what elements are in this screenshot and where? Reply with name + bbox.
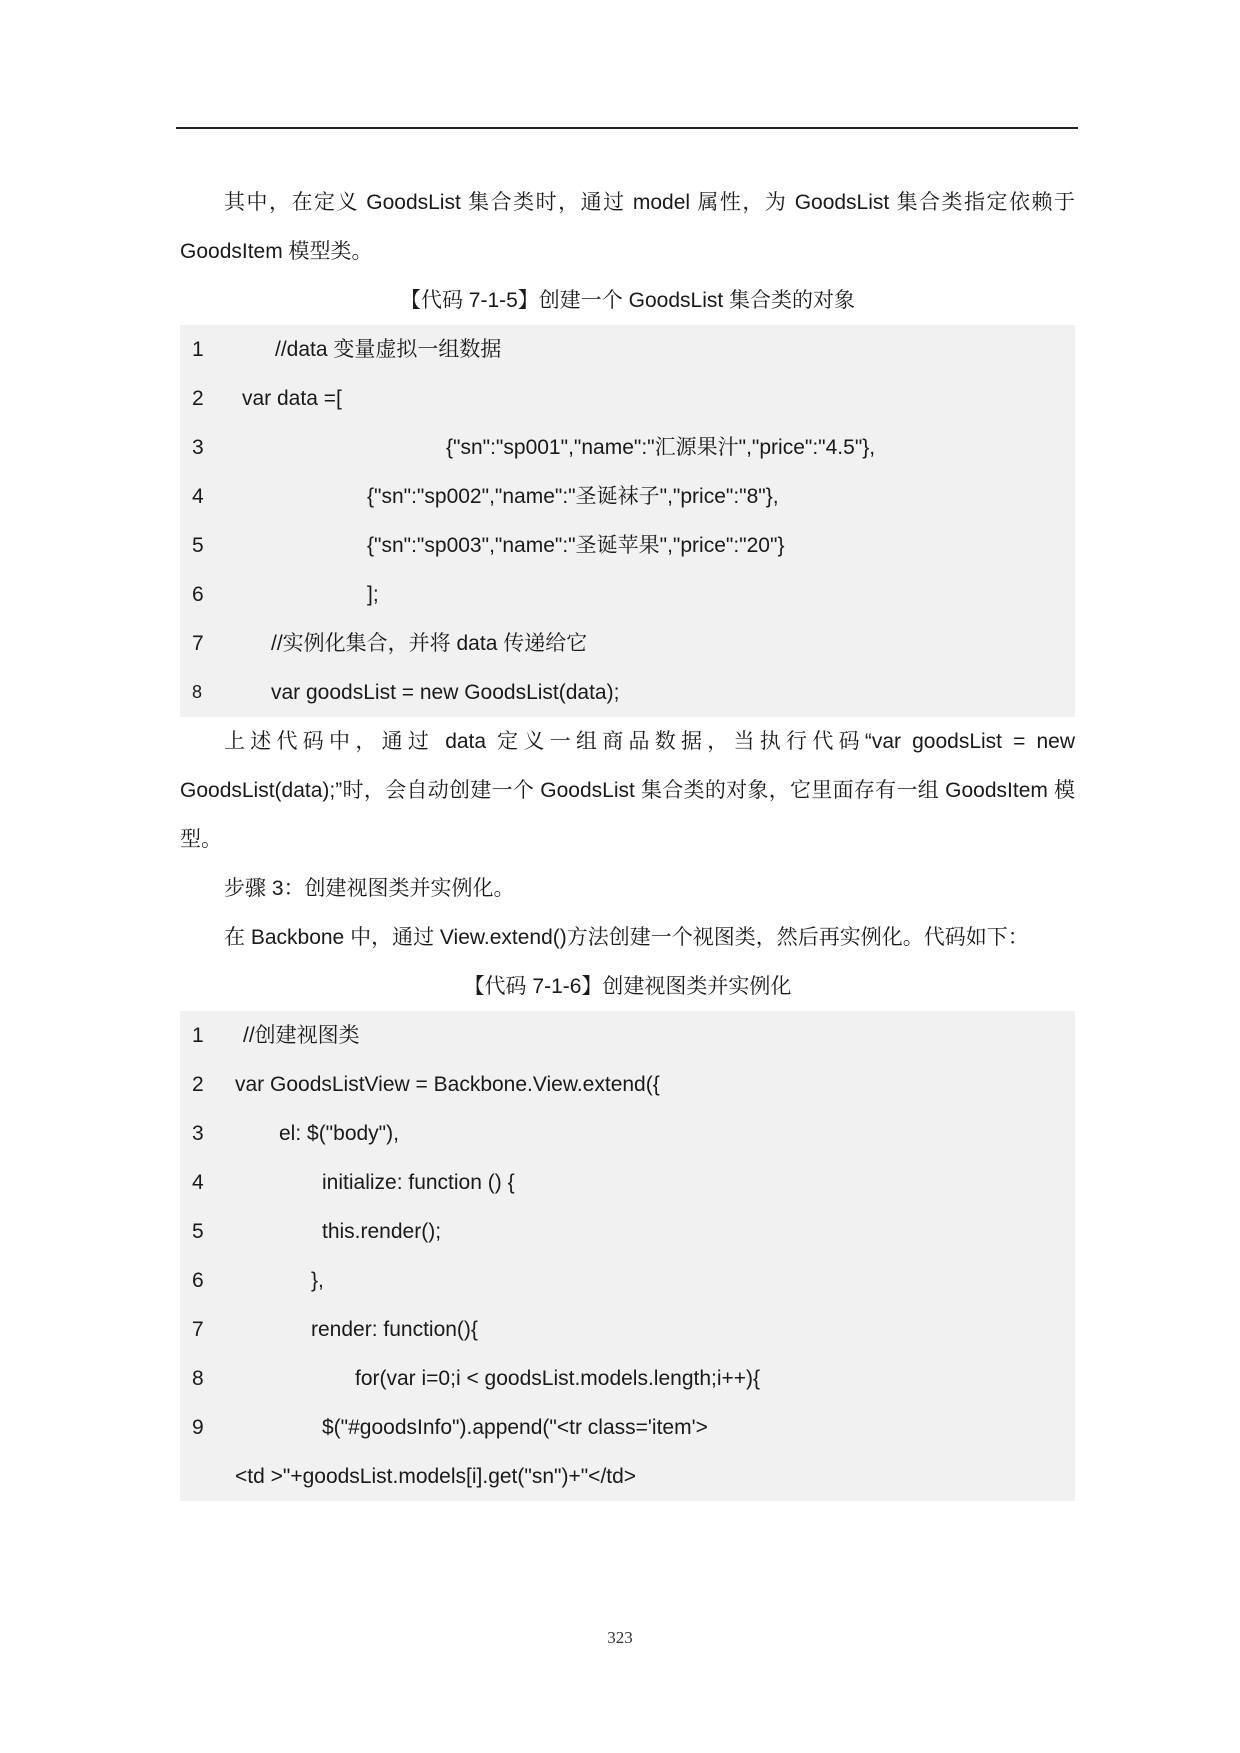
paragraph-code-explanation: 上述代码中，通过 data 定义一组商品数据，当执行代码“var goodsList = new GoodsList(data);”时，会自动创建一个 GoodsList 集合类的对象，它里面存有一组 GoodsItem 模型。 (180, 730, 1075, 851)
line-number: 4 (192, 1171, 204, 1194)
code-text: ]; (367, 583, 379, 606)
code-line (180, 1011, 1075, 1060)
code-text: //创建视图类 (243, 1024, 360, 1047)
header-rule (176, 127, 1078, 129)
code-line (180, 1403, 1075, 1452)
line-number: 1 (192, 338, 204, 361)
code-text: render: function(){ (311, 1318, 478, 1341)
code-line (180, 1354, 1075, 1403)
code-line (180, 374, 1075, 423)
code-line (180, 1158, 1075, 1207)
code-block-7-1-5 (180, 325, 1075, 717)
code-caption-7-1-6: 【代码 7-1-6】创建视图类并实例化 (463, 975, 792, 998)
line-number: 7 (192, 1318, 204, 1341)
code-line (180, 325, 1075, 374)
code-line (180, 423, 1075, 472)
code-block-7-1-6 (180, 1011, 1075, 1501)
code-text: var data =[ (242, 387, 342, 410)
line-number: 3 (192, 1122, 204, 1145)
code-line (180, 1305, 1075, 1354)
code-line (180, 619, 1075, 668)
line-number: 8 (192, 1367, 204, 1390)
code-text: {"sn":"sp003","name":"圣诞苹果","price":"20"} (367, 534, 785, 557)
code-line (180, 1060, 1075, 1109)
line-number: 2 (192, 1073, 204, 1096)
code-line (180, 1207, 1075, 1256)
code-text: var goodsList = new GoodsList(data); (271, 681, 620, 704)
page-number: 323 (607, 1628, 633, 1647)
code-line (180, 521, 1075, 570)
code-text: }, (311, 1269, 324, 1292)
code-text: initialize: function () { (322, 1171, 515, 1194)
code-text: this.render(); (322, 1220, 442, 1243)
line-number: 3 (192, 436, 204, 459)
line-number: 2 (192, 387, 204, 410)
line-number: 6 (192, 1269, 204, 1292)
code-text: $("#goodsInfo").append("<tr class='item'> (322, 1416, 708, 1439)
code-line (180, 1109, 1075, 1158)
code-text: //data 变量虚拟一组数据 (275, 338, 502, 361)
line-number: 8 (192, 682, 203, 702)
code-text: var GoodsListView = Backbone.View.extend({ (235, 1073, 660, 1096)
line-number: 5 (192, 1220, 204, 1243)
code-text: {"sn":"sp001","name":"汇源果汁","price":"4.5"}, (446, 436, 876, 459)
line-number: 9 (192, 1416, 204, 1439)
code-line (180, 1452, 1075, 1501)
code-line (180, 570, 1075, 619)
code-caption-7-1-5: 【代码 7-1-5】创建一个 GoodsList 集合类的对象 (399, 289, 856, 312)
paragraph-goodslist-model: 其中，在定义 GoodsList 集合类时，通过 model 属性，为 GoodsList 集合类指定依赖于 GoodsItem 模型类。 (180, 191, 1075, 263)
line-number: 6 (192, 583, 204, 606)
code-text: {"sn":"sp002","name":"圣诞袜子","price":"8"}, (367, 485, 779, 508)
paragraph-step-3: 步骤 3：创建视图类并实例化。 (224, 877, 515, 900)
line-number: 5 (192, 534, 204, 557)
line-number: 1 (192, 1024, 204, 1047)
code-text: //实例化集合，并将 data 传递给它 (271, 632, 588, 655)
paragraph-view-extend: 在 Backbone 中，通过 View.extend()方法创建一个视图类，然后再实例化。代码如下： (224, 926, 1029, 949)
code-text: el: $("body"), (279, 1122, 399, 1145)
code-line (180, 1256, 1075, 1305)
code-line (180, 472, 1075, 521)
page-content (180, 178, 1075, 1501)
line-number: 4 (192, 485, 204, 508)
code-line (180, 668, 1075, 717)
line-number: 7 (192, 632, 204, 655)
code-text: for(var i=0;i < goodsList.models.length;i++){ (355, 1367, 761, 1390)
code-text: <td >"+goodsList.models[i].get("sn")+"</td> (235, 1465, 637, 1488)
